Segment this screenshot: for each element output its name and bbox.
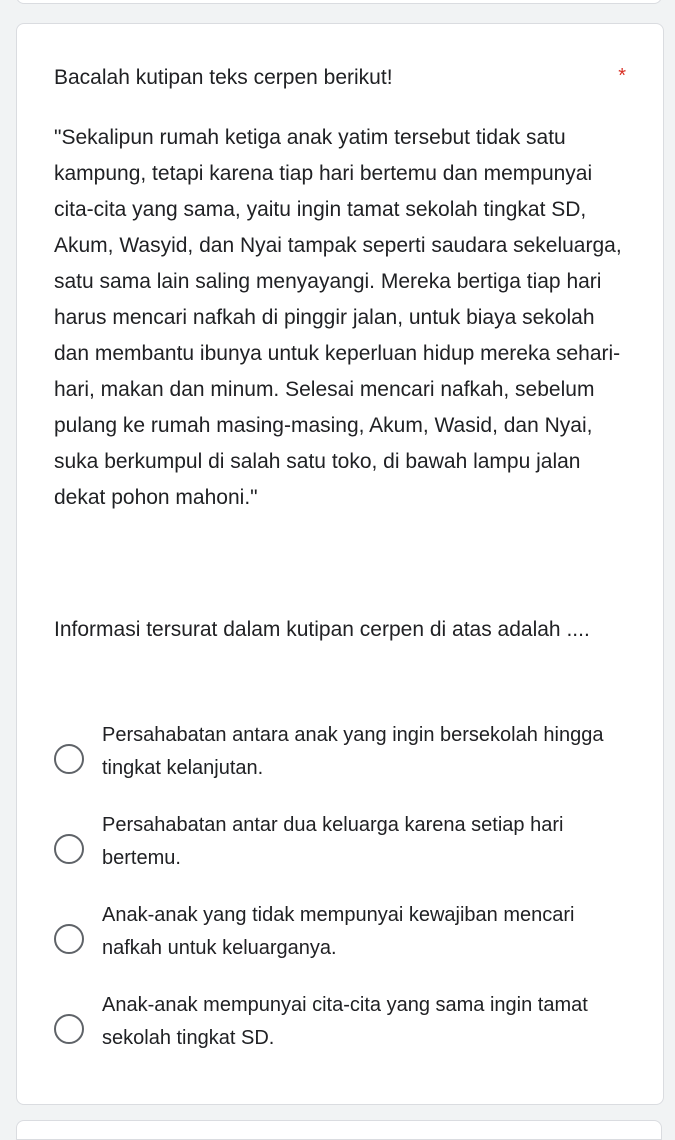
previous-card-edge bbox=[16, 0, 662, 4]
answer-option-label: Anak-anak yang tidak mempunyai kewajiban mencari nafkah untuk keluarganya. bbox=[102, 904, 575, 959]
question-prompt: Informasi tersurat dalam kutipan cerpen di atas adalah .... bbox=[54, 618, 590, 641]
story-passage: "Sekalipun rumah ketiga anak yatim tersebut tidak satu kampung, tetapi karena tiap hari bertemu dan mempunyai cita-cita yang sama, yaitu ingin tamat sekolah tingkat SD, Akum, Wasyid, dan Nyai tampak seperti saudara sekeluarga, satu sama lain saling menyayangi. Mereka bertiga tiap hari harus mencari nafkah di pinggir jalan, untuk biaya sekolah dan membantu ibunya untuk keperluan hidup mereka sehari-hari, makan dan minum. Selesai mencari nafkah, sebelum pulang ke rumah masing-masing, Akum, Wasid, dan Nyai, suka berkumpul di salah satu toko, di bawah lampu jalan dekat pohon mahoni." bbox=[54, 126, 622, 509]
question-header: Bacalah kutipan teks cerpen berikut! bbox=[54, 66, 393, 89]
answer-option-3[interactable] bbox=[54, 899, 629, 979]
answer-option-4[interactable] bbox=[54, 989, 629, 1069]
answer-option-label: Persahabatan antara anak yang ingin bersekolah hingga tingkat kelanjutan. bbox=[102, 724, 604, 779]
radio-button-1[interactable] bbox=[54, 744, 84, 774]
answer-option-label: Persahabatan antar dua keluarga karena setiap hari bertemu. bbox=[102, 814, 564, 869]
answer-option-1[interactable] bbox=[54, 719, 629, 799]
answer-option-label: Anak-anak mempunyai cita-cita yang sama ingin tamat sekolah tingkat SD. bbox=[102, 994, 588, 1049]
answer-option-2[interactable] bbox=[54, 809, 629, 889]
next-card-edge bbox=[16, 1120, 662, 1140]
radio-button-2[interactable] bbox=[54, 834, 84, 864]
question-card bbox=[16, 23, 664, 1105]
radio-button-4[interactable] bbox=[54, 1014, 84, 1044]
required-asterisk: * bbox=[618, 65, 626, 87]
radio-button-3[interactable] bbox=[54, 924, 84, 954]
